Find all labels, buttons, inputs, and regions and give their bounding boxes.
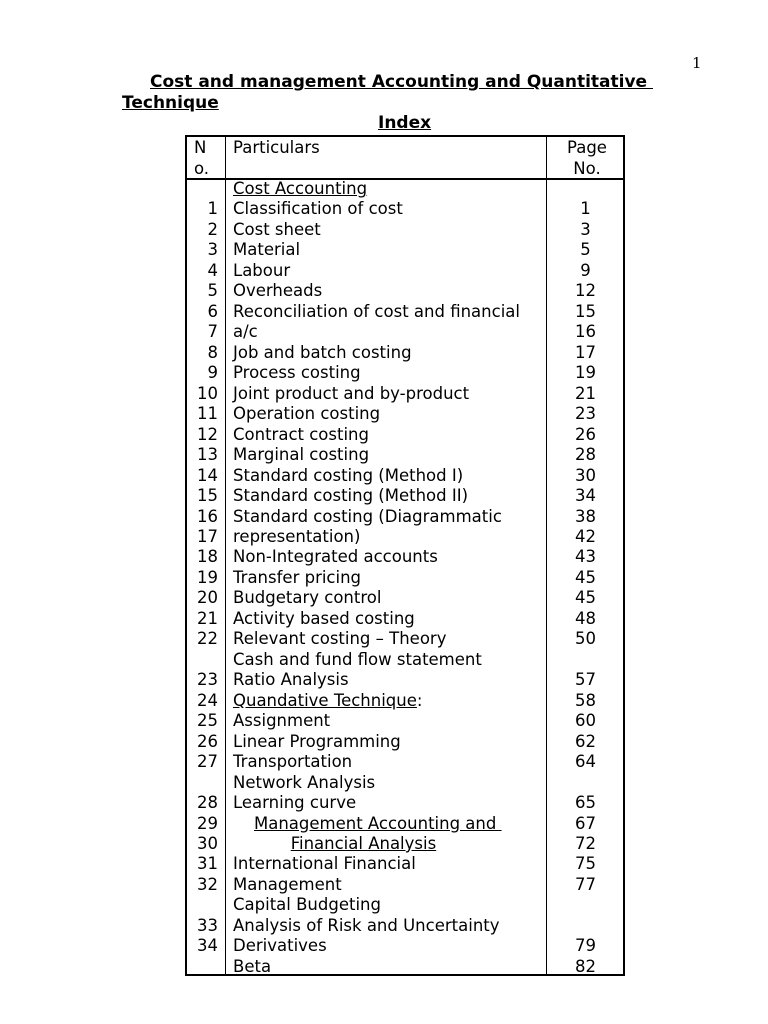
row-particular: Analysis of Risk and Uncertainty	[233, 915, 500, 935]
row-number: 10	[197, 383, 218, 403]
row-number	[187, 179, 218, 199]
row-number: 33	[197, 915, 218, 935]
row-particular: Budgetary control	[233, 588, 382, 608]
row-page: 38	[575, 506, 596, 526]
row-particular: Material	[233, 240, 301, 260]
row-page: 65	[575, 793, 596, 813]
header-no: N o.	[194, 138, 210, 178]
row-particular: Assignment	[233, 711, 331, 731]
row-number	[187, 773, 218, 793]
row-page	[546, 895, 625, 915]
row-page: 5	[580, 240, 591, 260]
row-page: 17	[575, 342, 596, 362]
row-page: 43	[575, 547, 596, 567]
row-page: 26	[575, 424, 596, 444]
row-number: 1	[207, 199, 218, 219]
row-page: 50	[575, 629, 596, 649]
row-particular: Management Accounting and	[253, 813, 502, 833]
row-number: 24	[197, 690, 218, 710]
row-page: 75	[575, 854, 596, 874]
column-divider	[225, 137, 226, 974]
row-number: 32	[197, 874, 218, 894]
row-page: 9	[580, 260, 591, 280]
row-particular: Standard costing (Method II)	[233, 486, 469, 506]
row-particular: Activity based costing	[233, 608, 415, 628]
page-number-column	[546, 179, 625, 977]
row-page	[546, 916, 625, 936]
row-number: 9	[207, 363, 218, 383]
row-number: 11	[197, 404, 218, 424]
row-page	[546, 179, 625, 199]
row-particular: Reconciliation of cost and financial	[233, 301, 520, 321]
row-particular: Cost sheet	[233, 219, 321, 239]
row-particular: Ratio Analysis	[233, 670, 349, 690]
row-particular: Linear Programming	[233, 731, 401, 751]
row-page: 16	[575, 322, 596, 342]
row-page: 30	[575, 465, 596, 485]
row-page: 60	[575, 711, 596, 731]
index-table	[185, 135, 625, 976]
row-particular: representation)	[233, 526, 361, 546]
row-particular: Learning curve	[233, 793, 357, 813]
row-page: 67	[575, 813, 596, 833]
row-particular: Transfer pricing	[233, 567, 362, 587]
row-page: 45	[575, 567, 596, 587]
row-page: 34	[575, 486, 596, 506]
index-heading: Index	[378, 113, 432, 133]
row-number: 29	[197, 813, 218, 833]
row-page: 21	[575, 383, 596, 403]
row-number: 27	[197, 752, 218, 772]
row-particular: International Financial	[233, 854, 416, 874]
row-particular: Quandative Technique:	[233, 690, 423, 710]
row-number: 13	[197, 445, 218, 465]
row-particular: Labour	[233, 260, 291, 280]
row-number: 17	[197, 526, 218, 546]
document-title-line-1: Cost and management Accounting and Quantitative	[150, 72, 653, 92]
row-particular: Standard costing (Diagrammatic	[233, 506, 502, 526]
row-particular: Transportation	[233, 752, 353, 772]
row-page: 23	[575, 404, 596, 424]
row-number: 2	[207, 219, 218, 239]
header-page-no: Page No.	[567, 138, 607, 178]
row-number: 14	[197, 465, 218, 485]
row-number: 8	[207, 342, 218, 362]
row-page: 28	[575, 445, 596, 465]
page-number: 1	[692, 54, 702, 72]
row-number: 25	[197, 711, 218, 731]
row-particular: Capital Budgeting	[233, 895, 381, 915]
row-particular: Network Analysis	[233, 772, 376, 792]
row-particular: Beta	[233, 956, 272, 976]
row-page: 58	[575, 690, 596, 710]
row-number	[187, 650, 218, 670]
row-particular: Marginal costing	[233, 445, 370, 465]
row-particular: Contract costing	[233, 424, 369, 444]
row-number: 7	[207, 322, 218, 342]
row-number: 15	[197, 486, 218, 506]
row-number: 4	[207, 260, 218, 280]
row-number: 3	[207, 240, 218, 260]
row-page: 15	[575, 301, 596, 321]
row-particular: Non-Integrated accounts	[233, 547, 438, 567]
document-title-line-2: Technique	[122, 93, 219, 113]
row-number: 23	[197, 670, 218, 690]
serial-number-column	[187, 179, 218, 977]
row-particular: Joint product and by-product	[233, 383, 470, 403]
row-number: 34	[197, 936, 218, 956]
row-page: 19	[575, 363, 596, 383]
row-particular: Overheads	[233, 281, 323, 301]
row-particular: Financial Analysis	[290, 834, 437, 853]
row-page: 72	[575, 834, 596, 853]
row-page: 42	[575, 526, 596, 546]
row-number	[187, 957, 218, 977]
row-number: 22	[197, 629, 218, 649]
row-page: 64	[575, 752, 596, 772]
row-page: 79	[575, 936, 596, 956]
row-particular: Job and batch costing	[233, 342, 412, 362]
row-particular: Operation costing	[233, 404, 381, 424]
row-page: 82	[575, 956, 596, 976]
row-page: 48	[575, 608, 596, 628]
row-page: 62	[575, 731, 596, 751]
row-number: 20	[197, 588, 218, 608]
row-page: 12	[575, 281, 596, 301]
row-particular: Management	[233, 874, 342, 894]
header-particulars: Particulars	[233, 138, 320, 157]
row-page: 57	[575, 670, 596, 690]
row-number: 16	[197, 506, 218, 526]
row-number: 30	[197, 834, 218, 853]
row-number: 19	[197, 567, 218, 587]
row-number: 18	[197, 547, 218, 567]
row-number	[187, 895, 218, 915]
row-number: 26	[197, 731, 218, 751]
row-page	[546, 650, 625, 670]
row-particular: Derivatives	[233, 936, 327, 956]
row-particular: Relevant costing – Theory	[233, 629, 447, 649]
row-particular: Standard costing (Method I)	[233, 465, 464, 485]
row-particular: a/c	[233, 322, 258, 342]
row-page: 1	[580, 199, 591, 219]
row-page: 45	[575, 588, 596, 608]
row-particular: Process costing	[233, 363, 361, 383]
row-page	[546, 773, 625, 793]
row-particular: Classification of cost	[233, 199, 403, 219]
row-page: 77	[575, 874, 596, 894]
row-page: 3	[580, 219, 591, 239]
row-number: 5	[207, 281, 218, 301]
row-number: 31	[197, 854, 218, 874]
row-particular: Cash and fund flow statement	[233, 649, 482, 669]
row-particular: Cost Accounting	[233, 179, 368, 198]
particulars-column	[233, 179, 520, 977]
row-number: 21	[197, 608, 218, 628]
row-number: 28	[197, 793, 218, 813]
row-number: 12	[197, 424, 218, 444]
row-number: 6	[207, 301, 218, 321]
